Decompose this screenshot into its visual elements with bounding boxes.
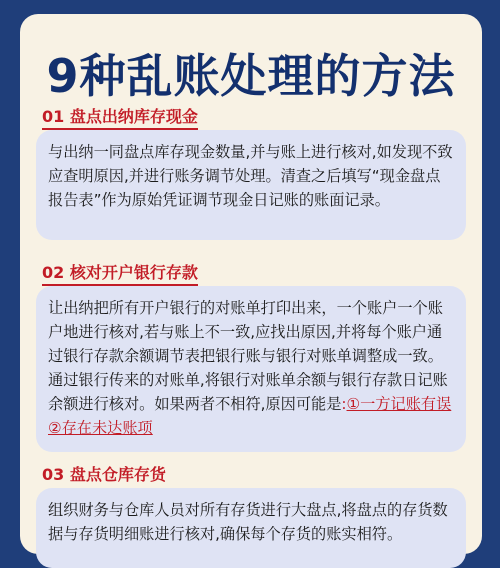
- section-body-1-text: 与出纳一同盘点库存现金数量,并与账上进行核对,如发现不致应查明原因,并进行账务调节处理。清查之后填写“现金盘点报告表”作为原始凭证调节现金日记账的账面记录。: [48, 143, 453, 209]
- section-heading-2: [42, 260, 198, 283]
- section-body-3-text: 组织财务与仓库人员对所有存货进行大盘点,将盘点的存货数据与存货明细账进行核对,确保每个存货的账实相符。: [48, 501, 448, 543]
- section-heading-1-text: 01 盘点出纳库存现金: [42, 107, 198, 126]
- section-heading-1: [42, 104, 198, 127]
- section-body-2: [36, 286, 466, 452]
- page-title: 9种乱账处理的方法: [46, 49, 456, 103]
- infographic-card: [20, 14, 482, 554]
- section-heading-3-text: 03 盘点仓库存货: [42, 465, 166, 484]
- section-heading-3: [42, 462, 166, 485]
- section-heading-2-text: 02 核对开户银行存款: [42, 263, 198, 282]
- section-body-2-colon: :: [341, 395, 347, 413]
- section-body-2-causes: ①一方记账有误 ②存在未达账项: [48, 395, 452, 437]
- section-body-2-text: 让出纳把所有开户银行的对账单打印出来，一个账户一个账户地进行核对,若与账上不一致,应找出原因,并将每个账户通过银行存款余额调节表把银行账与银行对账单调整成一致。通过银行传来的对账单,将银行对账单余额与银行存款日记账余额进行核对。如果两者不相符,原因可能是: [48, 299, 448, 413]
- section-body-3: [36, 488, 466, 568]
- section-body-1: [36, 130, 466, 240]
